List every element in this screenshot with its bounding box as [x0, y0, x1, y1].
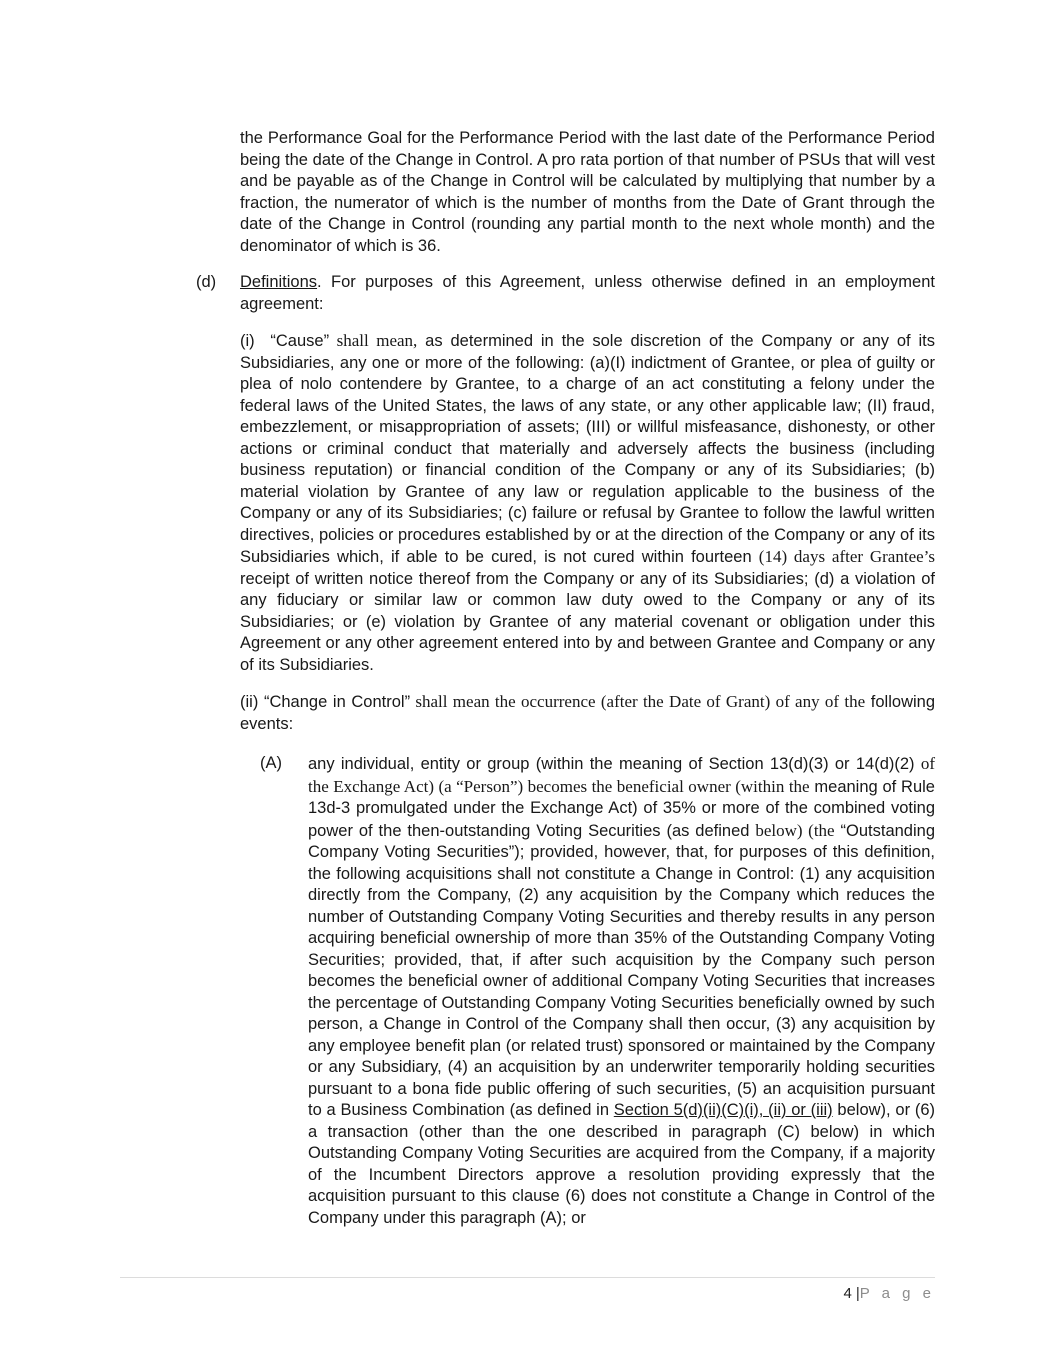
- text-run: Definitions: [240, 273, 318, 291]
- text-run: of the Exchange Act) (a “Person”) becomes the beneficial owner (within the: [308, 754, 935, 796]
- text-run: (i) “Cause”: [240, 332, 330, 350]
- definition-change-in-control-paragraph: [240, 691, 935, 735]
- footer-separator: |: [855, 1285, 860, 1302]
- text-run: meaning of Rule 13d-3 promulgated under the Exchange Act) of 35% or more of the combined voting power of the then-outstanding Voting Securities (as defined: [308, 777, 935, 840]
- text-run: below) (the: [755, 820, 835, 840]
- clause-a: [260, 753, 935, 1229]
- definition-cause-paragraph: [240, 330, 935, 676]
- text-run: below), or (6) a transaction (other than the one described in paragraph (C) below) in which Outstanding Company Voting Securities are acquired from the Company, if a majority of the Incumbent Directors approve a resolution providing expressly that the acquisition pursuant to this clause (6) does not constitute a Change in Control of the Company under this paragraph (A); or: [308, 1101, 935, 1227]
- text-run: following events:: [240, 693, 936, 733]
- text-run: as determined in the sole discretion of the Company or any of its Subsidiaries, any one or more of the following: (a)(I) indictment of Grantee, or plea of guilty or plea of nolo contendere by Grantee, to a charge of an act constituting a felony under the federal laws of the United States, the laws of any state, or any other applicable law; (II) fraud, embezzlement, or misappropriation of assets; (III) or willful misfeasance, dishonesty, or other actions or criminal conduct that materially and adversely affects the business (including business reputation) or financial condition of the Company or any of its Subsidiaries; (b) material violation by Grantee of any law or regulation applicable to the business of the Company or any of its Subsidiaries; (c) failure or refusal by Grantee to follow the lawful written directives, policies or procedures established by or at the direction of the Company or any of its Subsidiaries which, if able to be cured, is not cured within fourteen: [240, 332, 936, 566]
- document-body: [0, 128, 1055, 1229]
- text-run: “Outstanding Company Voting Securities”); provided, however, that, for purposes of this definition, the following acquisitions shall not constitute a Change in Control: (1) any acquisition directly from the Company, (2) any acquisition by the Company which reduces the number of Outstanding Company Voting Securities and thereby results in any person acquiring beneficial ownership of more than 35% of the Outstanding Company Voting Securities; provided, that, if after such acquisition by the Company such person becomes the beneficial owner of additional Company Voting Securities that increases the percentage of Outstanding Company Voting Securities beneficially owned by such person, a Change in Control of the Company shall then occur, (3) any acquisition by any employee benefit plan (or related trust) sponsored or maintained by the Company or any Subsidiary, (4) an acquisition by an underwriter temporarily holding securities pursuant to a bona fide public offering of such securities, (5) an acquisition pursuant to a Business Combination (as defined in: [308, 821, 935, 1119]
- page-footer: [120, 1277, 935, 1303]
- clause-a-marker: (A): [260, 754, 282, 772]
- text-run: Section 5(d)(ii)(C)(i), (ii) or (iii): [613, 1101, 833, 1119]
- text-run: shall mean,: [329, 331, 418, 350]
- text-run: (ii) “Change in Control”: [240, 693, 411, 711]
- clause-d-marker: (d): [196, 273, 217, 291]
- clause-a-text: [308, 753, 935, 1229]
- text-run: (14) days after Grantee’s: [758, 547, 935, 566]
- intro-paragraph: [240, 128, 935, 257]
- clause-d-text: [240, 273, 935, 313]
- text-run: the Performance Goal for the Performance Period with the last date of the Performance Period being the date of the Change in Control. A pro rata portion of that number of PSUs that will vest and be payable as of the Change in Control will be calculated by multiplying that number by a fraction, the numerator of which is the number of months from the Date of Grant through the date of the Change in Control (rounding any partial month to the next whole month) and the denominator of which is 36.: [240, 129, 935, 255]
- footer-page-label: P a g e: [859, 1285, 935, 1302]
- text-run: shall mean the occurrence (after the Date of Grant) of any of the: [410, 692, 866, 711]
- text-run: . For purposes of this Agreement, unless otherwise defined in an employment agreement:: [240, 273, 935, 313]
- clause-d: [196, 272, 935, 315]
- footer-page-number: 4: [843, 1285, 852, 1302]
- text-run: any individual, entity or group (within the meaning of Section 13(d)(3) or 14(d)(2): [308, 755, 921, 773]
- text-run: receipt of written notice thereof from the Company or any of its Subsidiaries; (d) a violation of any fiduciary or similar law or common law duty owed to the Company or any of its Subsidiaries; or (e) violation by Grantee of any material covenant or obligation under this Agreement or any other agreement entered into by and between Grantee and Company or any of its Subsidiaries.: [240, 569, 935, 674]
